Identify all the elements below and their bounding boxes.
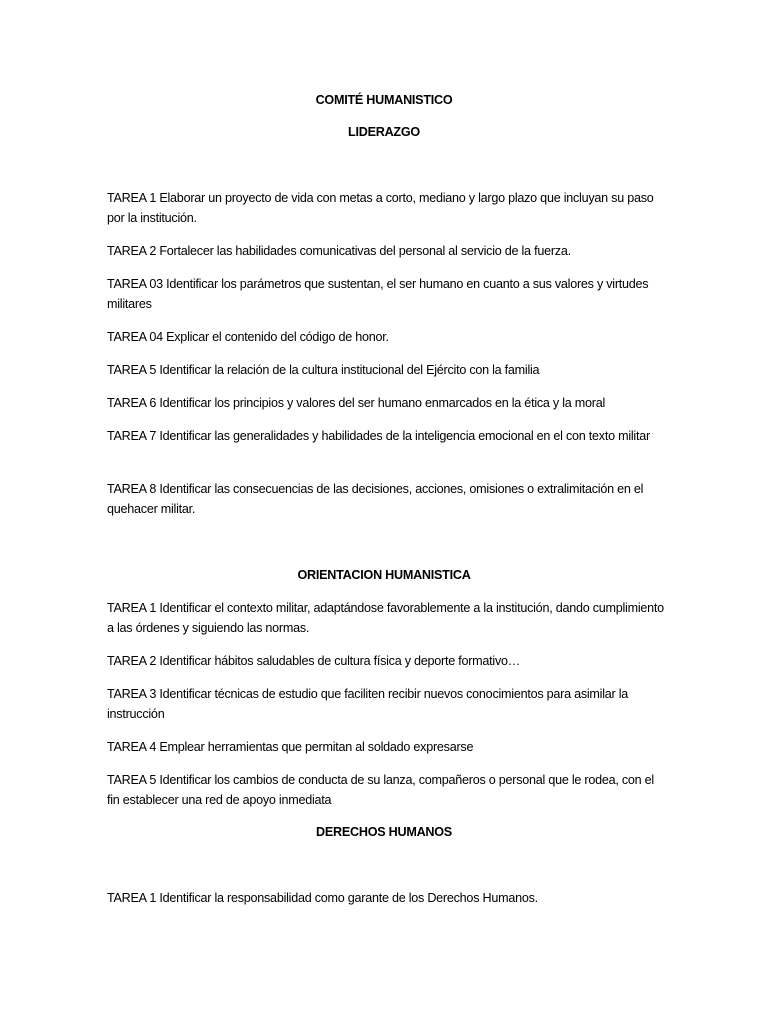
task-paragraph: TAREA 03 Identificar los parámetros que sustentan, el ser humano en cuanto a sus valores y virtudes militares (107, 277, 649, 311)
section-heading-derechos-humanos: DERECHOS HUMANOS (316, 825, 452, 839)
task-paragraph: TAREA 04 Explicar el contenido del código de honor. (107, 330, 389, 344)
task-paragraph: TAREA 5 Identificar la relación de la cultura institucional del Ejército con la familia (107, 363, 540, 377)
task-paragraph: TAREA 7 Identificar las generalidades y habilidades de la inteligencia emocional en el con texto militar (107, 429, 650, 443)
section-heading-orientacion-humanistica: ORIENTACION HUMANISTICA (297, 568, 471, 582)
task-paragraph: TAREA 8 Identificar las consecuencias de las decisiones, acciones, omisiones o extralimitación en el quehacer militar. (107, 482, 644, 516)
section-heading-liderazgo: LIDERAZGO (348, 125, 420, 139)
task-paragraph: TAREA 2 Identificar hábitos saludables de cultura física y deporte formativo… (107, 654, 521, 668)
task-paragraph: TAREA 1 Identificar la responsabilidad como garante de los Derechos Humanos. (107, 891, 538, 905)
task-paragraph: TAREA 3 Identificar técnicas de estudio que faciliten recibir nuevos conocimientos para asimilar la instrucción (107, 687, 629, 721)
document-title: COMITÉ HUMANISTICO (315, 93, 453, 107)
task-paragraph: TAREA 6 Identificar los principios y valores del ser humano enmarcados en la ética y la moral (107, 396, 606, 410)
task-paragraph: TAREA 1 Identificar el contexto militar, adaptándose favorablemente a la institución, dando cumplimiento a las órdenes y siguiendo las normas. (107, 601, 664, 635)
task-paragraph: TAREA 1 Elaborar un proyecto de vida con metas a corto, mediano y largo plazo que incluyan su paso por la institución. (107, 191, 654, 225)
task-paragraph: TAREA 4 Emplear herramientas que permitan al soldado expresarse (107, 740, 474, 754)
task-paragraph: TAREA 2 Fortalecer las habilidades comunicativas del personal al servicio de la fuerza. (107, 244, 571, 258)
task-paragraph: TAREA 5 Identificar los cambios de conducta de su lanza, compañeros o personal que le rodea, con el fin establecer una red de apoyo inmediata (107, 773, 654, 807)
